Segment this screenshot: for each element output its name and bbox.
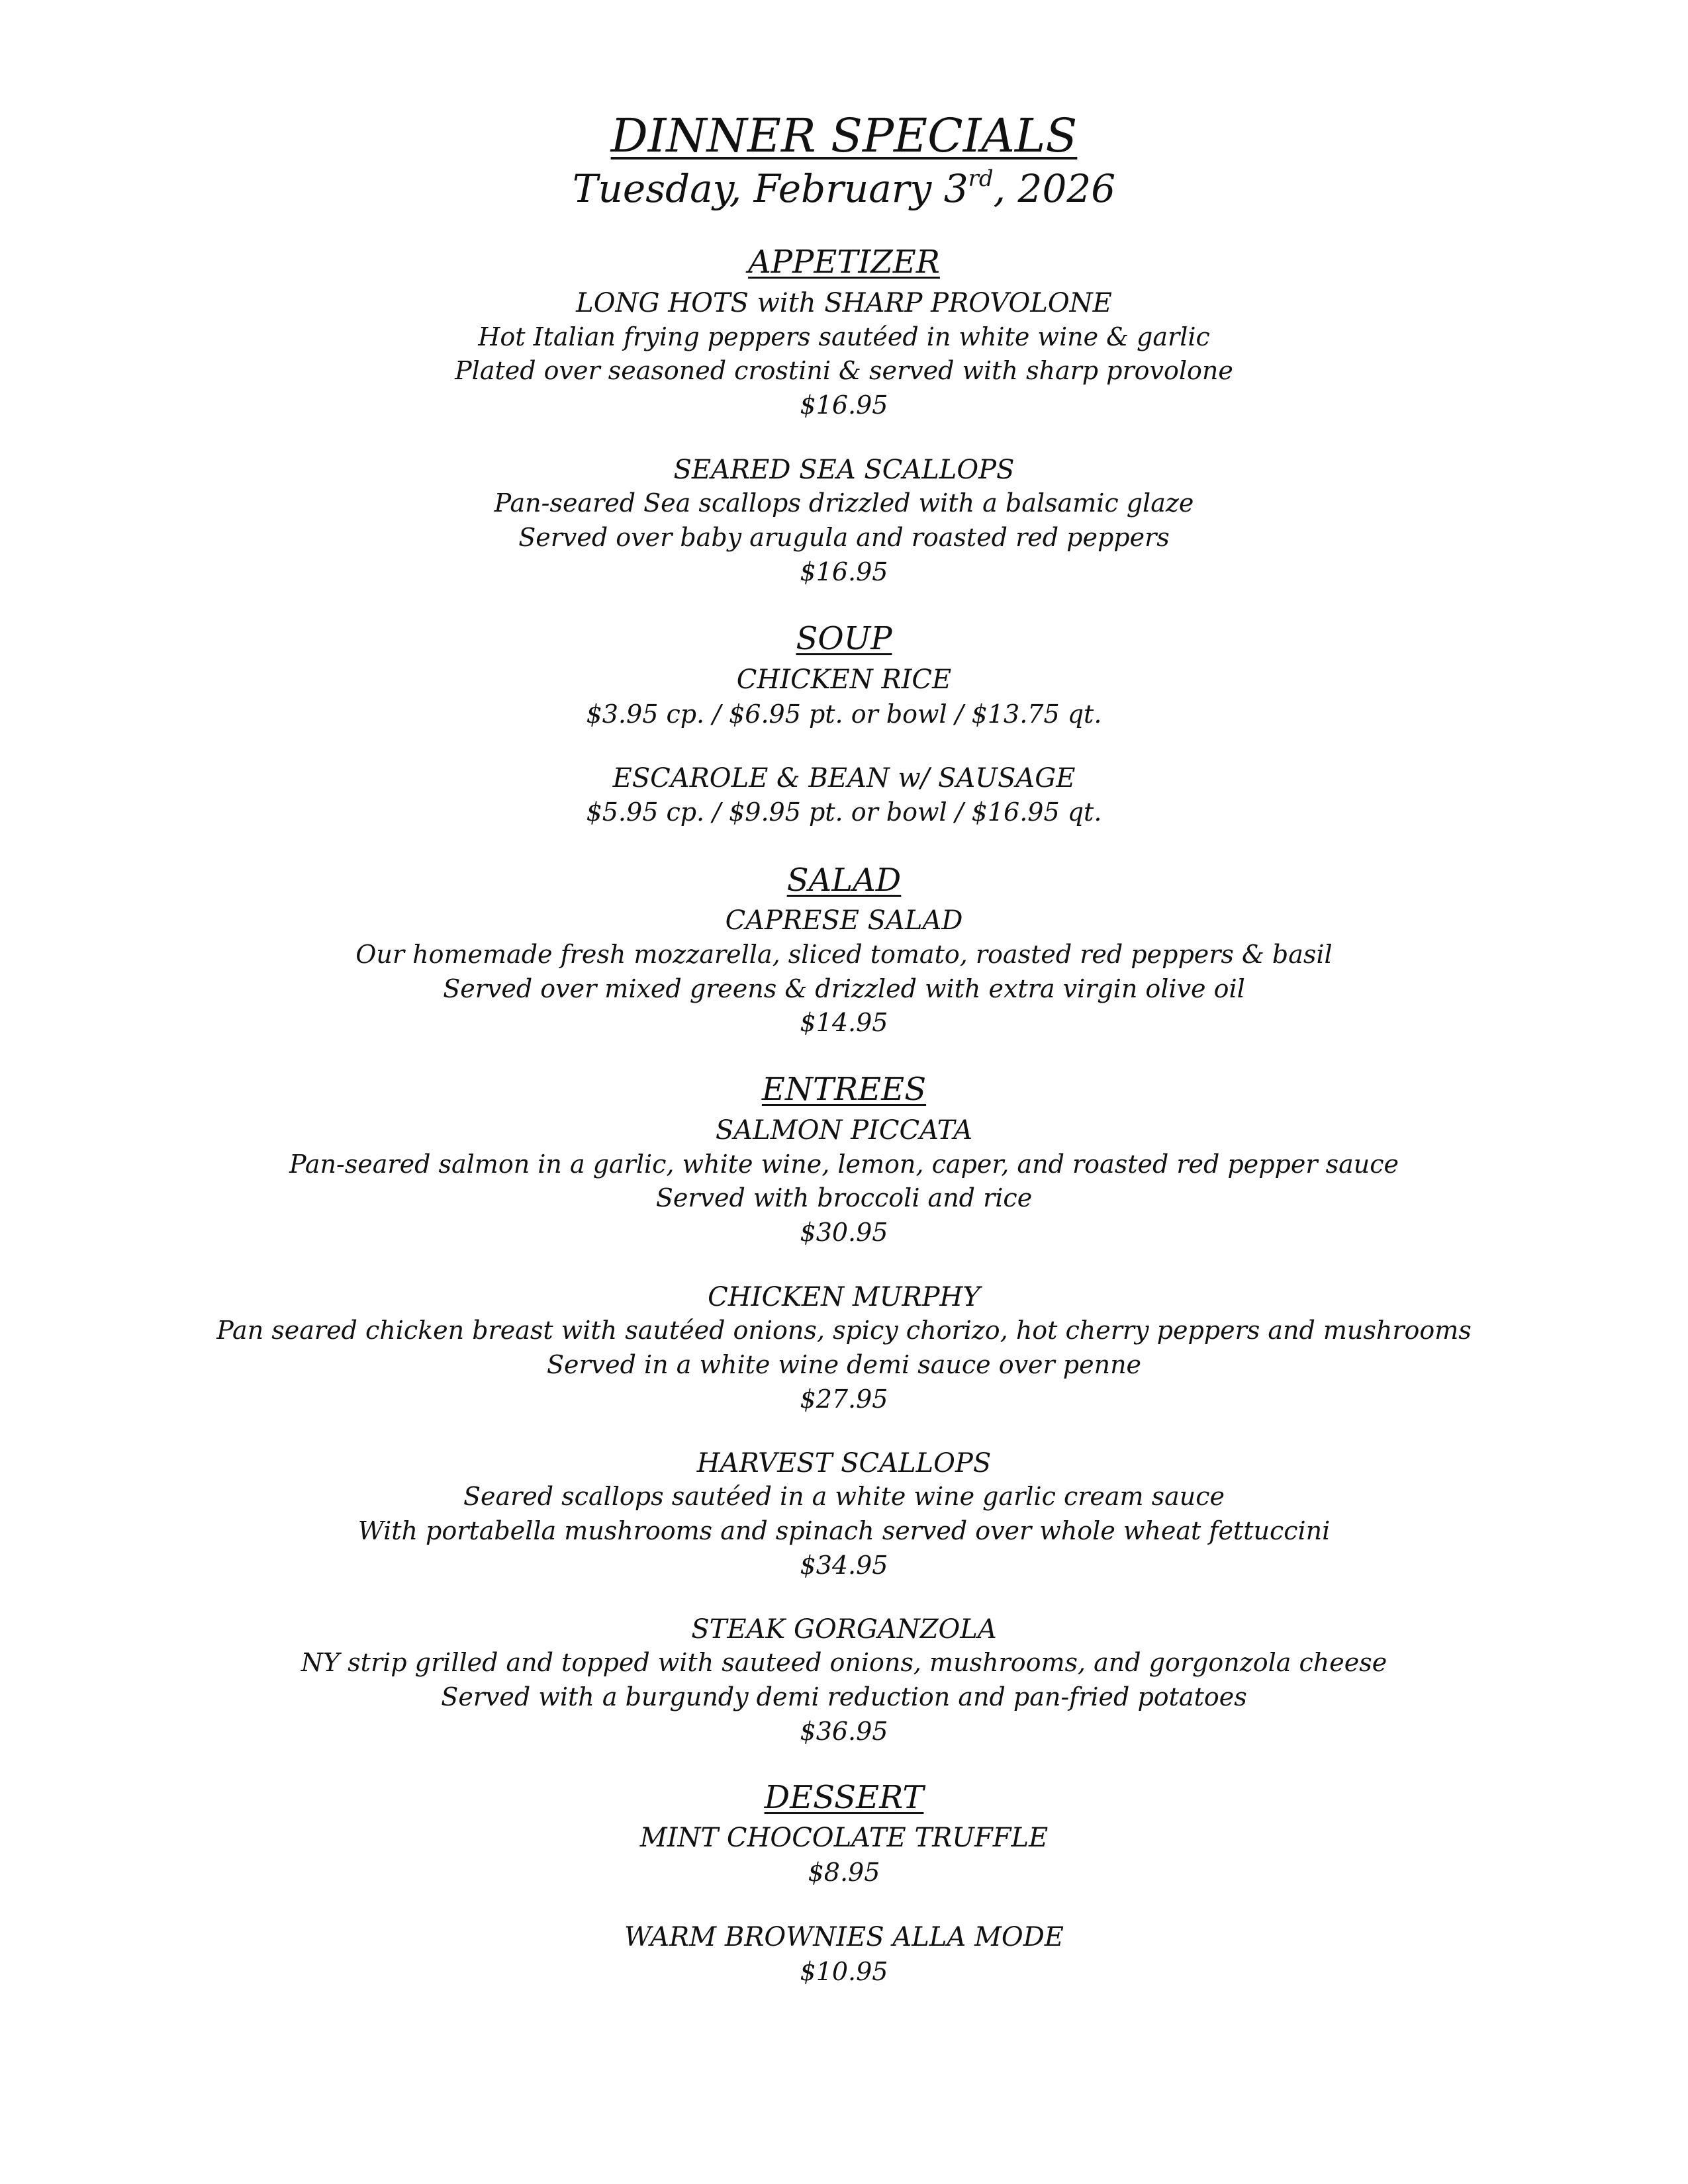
section-heading-appetizer: APPETIZER [748, 244, 940, 281]
item-description: Seared scallops sautéed in a white wine garlic cream sauce [463, 1482, 1225, 1511]
section-heading-salad: SALAD [786, 862, 902, 899]
item-price: $8.95 [808, 1858, 880, 1887]
item-description: Served in a white wine demi sauce over penne [546, 1350, 1142, 1379]
item-name: STEAK GORGANZOLA [691, 1614, 997, 1645]
date-ordinal-suffix: rd [968, 165, 994, 192]
item-description: Pan-seared salmon in a garlic, white wine, lemon, caper, and roasted red pepper sauce [289, 1150, 1399, 1179]
item-name: LONG HOTS with SHARP PROVOLONE [576, 288, 1112, 318]
section-heading-dessert: DESSERT [764, 1779, 924, 1816]
item-price: $36.95 [800, 1717, 888, 1746]
item-name: ESCAROLE & BEAN w/ SAUSAGE [612, 763, 1076, 794]
section-heading-entrees: ENTREES [761, 1071, 927, 1108]
item-name: SEARED SEA SCALLOPS [673, 455, 1015, 485]
item-price: $3.95 cp. / $6.95 pt. or bowl / $13.75 qt. [586, 700, 1102, 729]
item-description: NY strip grilled and topped with sauteed onions, mushrooms, and gorgonzola cheese [301, 1648, 1387, 1677]
item-price: $5.95 cp. / $9.95 pt. or bowl / $16.95 qt. [586, 797, 1102, 827]
item-price: $30.95 [800, 1218, 888, 1247]
item-price: $27.95 [800, 1385, 888, 1414]
page-title: DINNER SPECIALS [610, 109, 1078, 163]
item-price: $34.95 [800, 1551, 888, 1580]
item-description: Served over baby arugula and roasted red peppers [518, 523, 1170, 552]
section-heading-soup: SOUP [796, 620, 892, 657]
item-name: SALMON PICCATA [715, 1115, 973, 1146]
item-description: Served over mixed greens & drizzled with extra virgin olive oil [443, 974, 1245, 1003]
item-description: Plated over seasoned crostini & served with sharp provolone [455, 356, 1233, 385]
item-name: MINT CHOCOLATE TRUFFLE [639, 1823, 1049, 1853]
date-prefix: Tuesday, February 3 [572, 166, 968, 211]
item-description: Pan seared chicken breast with sautéed onions, spicy chorizo, hot cherry peppers and mushrooms [216, 1316, 1472, 1345]
item-description: With portabella mushrooms and spinach served over whole wheat fettuccini [357, 1516, 1331, 1545]
item-name: CHICKEN MURPHY [708, 1282, 980, 1312]
item-price: $14.95 [800, 1008, 888, 1037]
item-description: Our homemade fresh mozzarella, sliced tomato, roasted red peppers & basil [355, 940, 1333, 969]
item-name: HARVEST SCALLOPS [696, 1448, 992, 1479]
date-year: , 2026 [993, 166, 1116, 211]
item-price: $16.95 [800, 390, 888, 420]
item-price: $10.95 [800, 1957, 888, 1986]
item-description: Served with broccoli and rice [655, 1183, 1033, 1212]
item-name: CHICKEN RICE [736, 664, 952, 695]
item-name: CAPRESE SALAD [725, 905, 963, 936]
item-description: Served with a burgundy demi reduction and pan-fried potatoes [441, 1682, 1247, 1711]
item-description: Pan-seared Sea scallops drizzled with a balsamic glaze [494, 488, 1194, 518]
item-name: WARM BROWNIES ALLA MODE [624, 1922, 1064, 1952]
item-price: $16.95 [800, 557, 888, 586]
item-description: Hot Italian frying peppers sautéed in white wine & garlic [478, 322, 1210, 351]
menu-date [0, 165, 1688, 211]
